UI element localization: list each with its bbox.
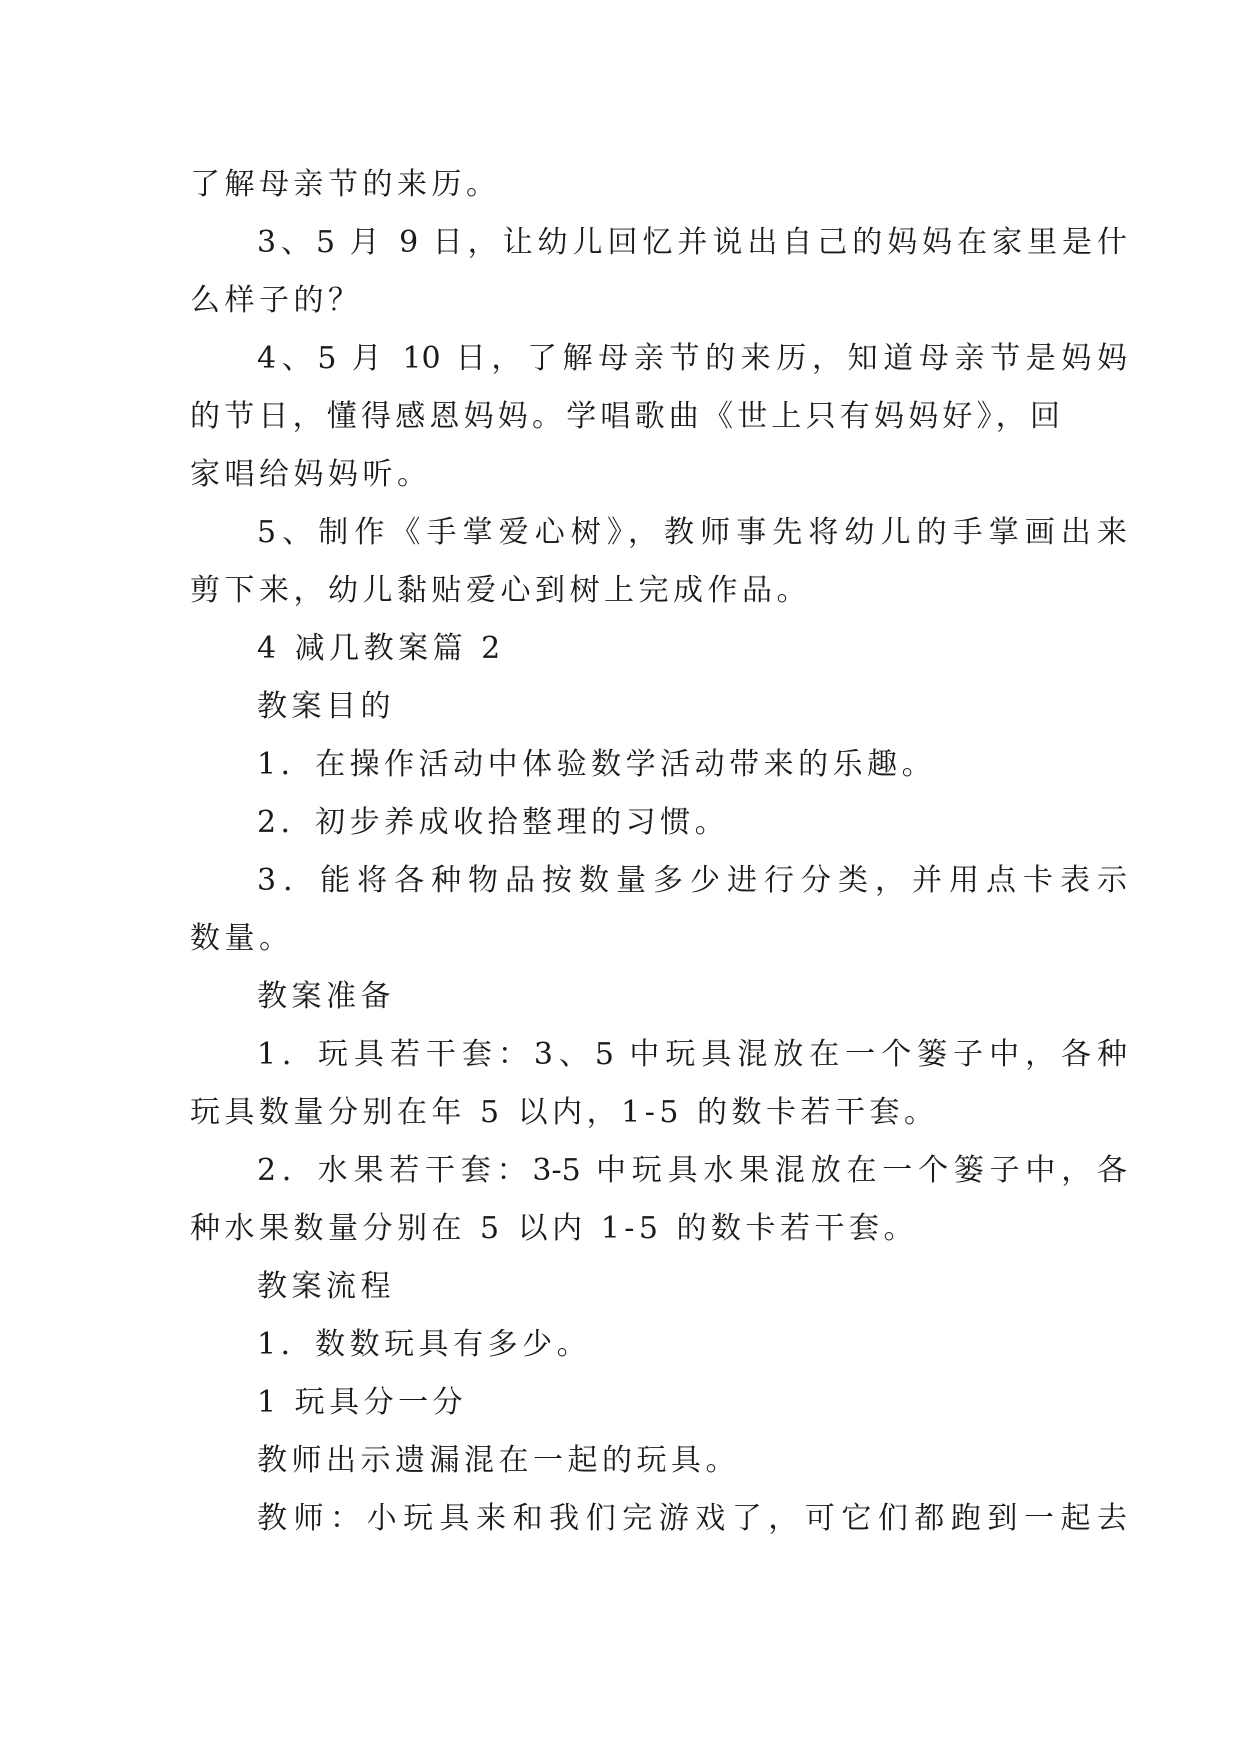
text-line: 玩具数量分别在年 5 以内，1-5 的数卡若干套。 bbox=[190, 1095, 939, 1130]
text-line: 么样子的？ bbox=[190, 283, 363, 318]
text-line: 数量。 bbox=[190, 921, 294, 956]
text-line: 种水果数量分别在 5 以内 1-5 的数卡若干套。 bbox=[190, 1211, 919, 1246]
text-line: 4、5 月 10 日，了解母亲节的来历，知道母亲节是妈妈 bbox=[257, 341, 1127, 376]
text-line: 5、制作《手掌爱心树》，教师事先将幼儿的手掌画出来 bbox=[257, 515, 1127, 550]
text-line: 3、5 月 9 日，让幼儿回忆并说出自己的妈妈在家里是什 bbox=[257, 225, 1127, 260]
text-line: 1．在操作活动中体验数学活动带来的乐趣。 bbox=[257, 747, 937, 782]
subheading: 教案准备 bbox=[257, 979, 395, 1014]
text-line: 1．玩具若干套：3、5 中玩具混放在一个篓子中，各种 bbox=[257, 1037, 1127, 1072]
text-line: 1．数数玩具有多少。 bbox=[257, 1327, 592, 1362]
text-line: 教师出示遗漏混在一起的玩具。 bbox=[257, 1443, 740, 1478]
text-line: 2．初步养成收拾整理的习惯。 bbox=[257, 805, 730, 840]
subheading: 教案目的 bbox=[257, 689, 395, 724]
text-line: 1 玩具分一分 bbox=[257, 1385, 468, 1420]
text-line: 了解母亲节的来历。 bbox=[190, 167, 501, 202]
text-line: 的节日，懂得感恩妈妈。学唱歌曲《世上只有妈妈好》，回 bbox=[190, 399, 1060, 434]
section-heading: 4 减几教案篇 2 bbox=[257, 631, 505, 666]
text-line: 剪下来，幼儿黏贴爱心到树上完成作品。 bbox=[190, 573, 811, 608]
text-line: 2．水果若干套：3-5 中玩具水果混放在一个篓子中，各 bbox=[257, 1153, 1127, 1188]
text-line: 3．能将各种物品按数量多少进行分类，并用点卡表示 bbox=[257, 863, 1127, 898]
text-line: 教师：小玩具来和我们完游戏了，可它们都跑到一起去 bbox=[257, 1501, 1127, 1536]
text-line: 家唱给妈妈听。 bbox=[190, 457, 432, 492]
subheading: 教案流程 bbox=[257, 1269, 395, 1304]
